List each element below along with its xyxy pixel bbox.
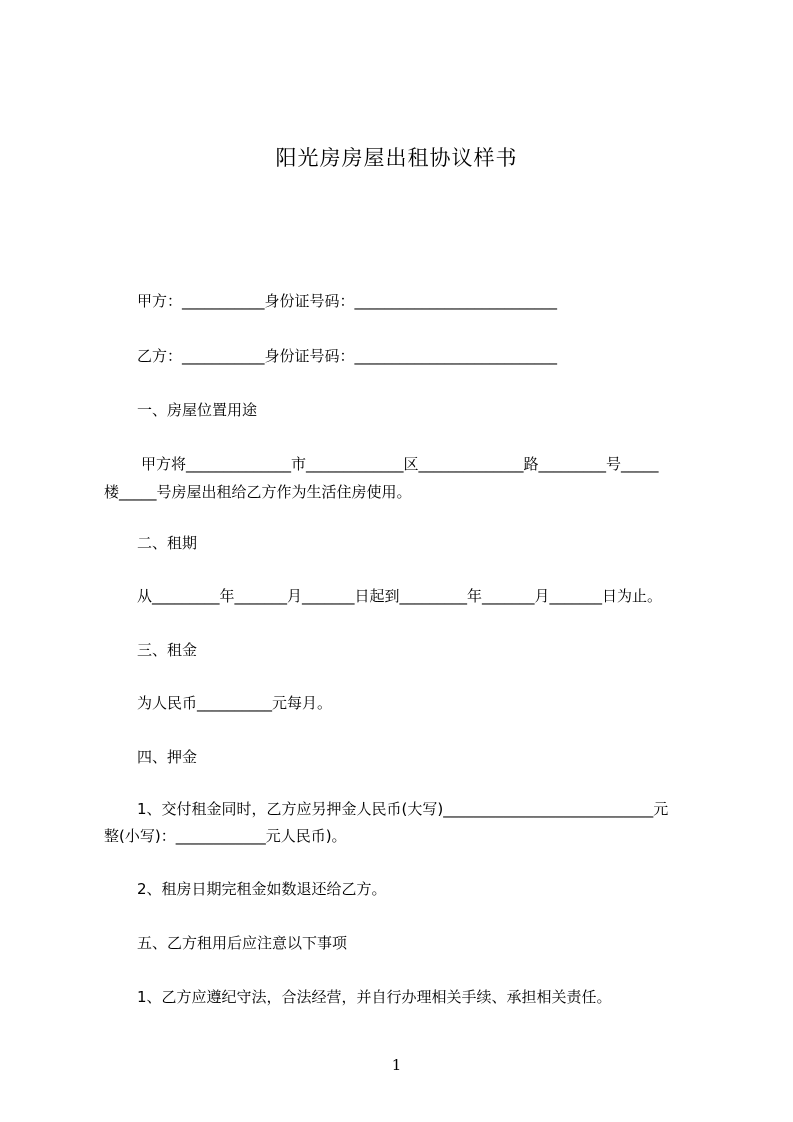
section-2-heading: 二、租期 bbox=[137, 534, 198, 552]
section-4-item-1-line-2: 整(小写)：____________元人民币)。 bbox=[104, 827, 347, 845]
section-4-heading: 四、押金 bbox=[137, 748, 198, 766]
section-2-body: 从_________年_______月_______日起到_________年_______月_______日为止。 bbox=[137, 587, 663, 605]
page-number: 1 bbox=[391, 1056, 402, 1074]
section-3-body: 为人民币__________元每月。 bbox=[137, 694, 333, 712]
party-b-line: 乙方：___________身份证号码：___________________________ bbox=[137, 347, 558, 365]
section-5-item-1: 1、乙方应遵纪守法，合法经营，并自行办理相关手续、承担相关责任。 bbox=[137, 988, 612, 1006]
party-a-line: 甲方：___________身份证号码：___________________________ bbox=[137, 292, 558, 310]
section-1-heading: 一、房屋位置用途 bbox=[137, 401, 258, 419]
section-1-body-line-2: 楼_____号房屋出租给乙方作为生活住房使用。 bbox=[104, 483, 412, 501]
section-5-heading: 五、乙方租用后应注意以下事项 bbox=[137, 934, 348, 952]
section-3-heading: 三、租金 bbox=[137, 641, 198, 659]
document-title: 阳光房房屋出租协议样书 bbox=[275, 146, 518, 170]
section-1-body-line-1: 甲方将______________市_____________区______________路_________号_____ bbox=[141, 455, 659, 473]
section-4-item-2: 2、租房日期完租金如数退还给乙方。 bbox=[137, 880, 387, 898]
section-4-item-1-line-1: 1、交付租金同时，乙方应另押金人民币(大写)____________________________元 bbox=[137, 800, 669, 818]
